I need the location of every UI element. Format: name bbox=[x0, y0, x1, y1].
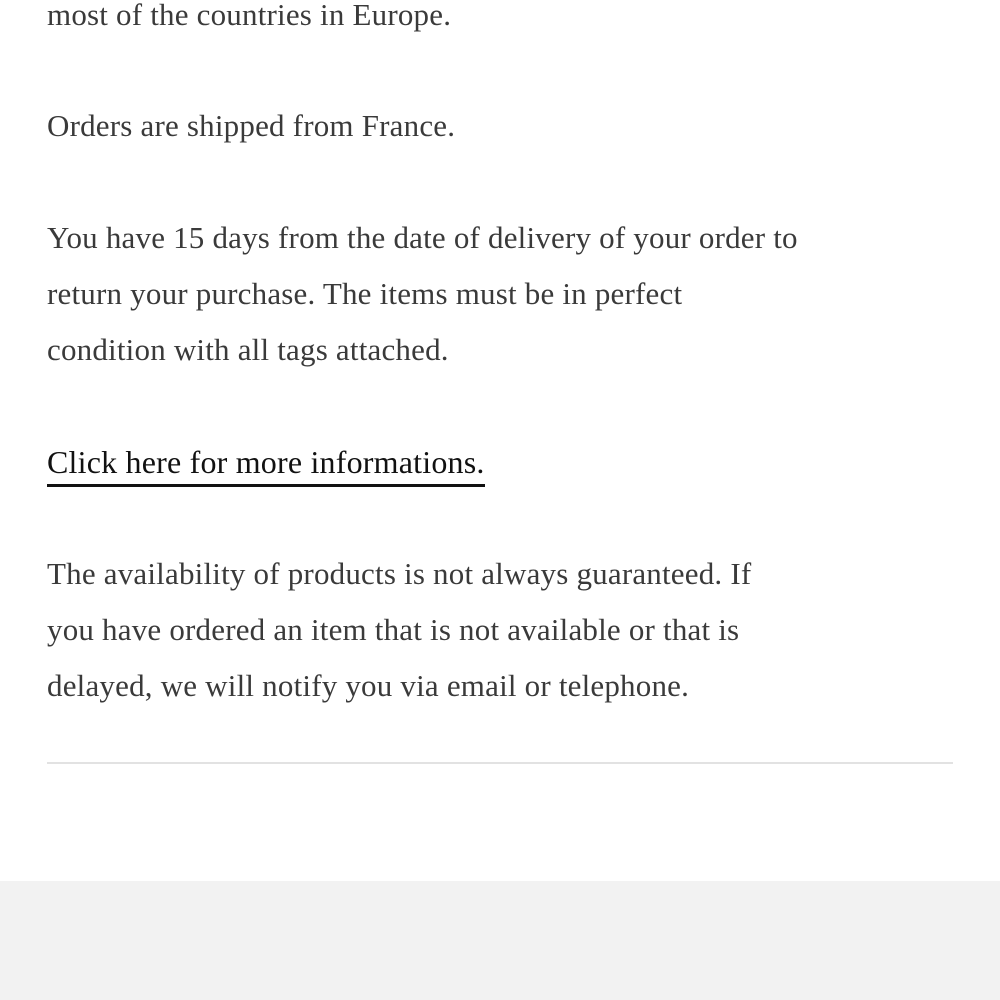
more-info-link[interactable]: Click here for more informations. bbox=[47, 434, 485, 487]
text-line: you have ordered an item that is not available or that is bbox=[47, 612, 740, 647]
text-line: The availability of products is not always guaranteed. If bbox=[47, 556, 752, 591]
text-line: return your purchase. The items must be in perfect bbox=[47, 276, 683, 311]
text-line: condition with all tags attached. bbox=[47, 332, 449, 367]
returns-paragraph bbox=[47, 210, 877, 378]
text-line: Orders are shipped from France. bbox=[47, 108, 456, 143]
footer-area bbox=[0, 881, 1000, 1000]
text-line: You have 15 days from the date of delivery of your order to bbox=[47, 220, 798, 255]
text-line: delayed, we will notify you via email or telephone. bbox=[47, 668, 690, 703]
shipped-from-text bbox=[47, 98, 877, 154]
text-line: most of the countries in Europe. bbox=[47, 0, 452, 32]
shipping-countries-text bbox=[47, 0, 877, 43]
section-divider bbox=[47, 762, 953, 764]
availability-paragraph bbox=[47, 546, 877, 714]
